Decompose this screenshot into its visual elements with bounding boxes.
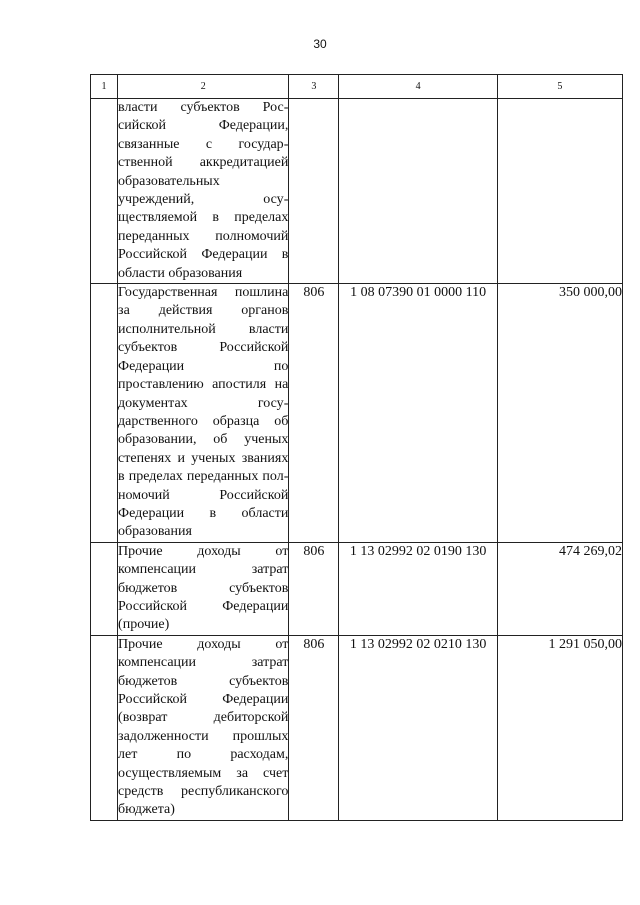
amount-cell: 474 269,02: [497, 542, 622, 635]
admin-code-cell: 806: [289, 284, 339, 543]
table-row: [91, 635, 623, 820]
column-header-5: 5: [497, 75, 622, 99]
kbk-code-cell: 1 08 07390 01 0000 110: [339, 284, 497, 543]
table-row: [91, 284, 623, 543]
column-header-1: 1: [91, 75, 118, 99]
admin-code-cell: 806: [289, 635, 339, 820]
amount-cell: 350 000,00: [497, 284, 622, 543]
row-number-cell: [91, 542, 118, 635]
table-header-row: [91, 75, 623, 99]
column-header-2: 2: [118, 75, 289, 99]
row-number-cell: [91, 99, 118, 284]
column-header-3: 3: [289, 75, 339, 99]
table-row: [91, 542, 623, 635]
page-number: 30: [313, 37, 327, 51]
description-cell: власти субъектов Российской Федерации, связанные с государственной аккредитацией образовательных учреждений, осуществляемой в пределах переданных полномочий Российской Федерации в области образования: [118, 99, 289, 284]
description-cell: Прочие доходы от компенсации затрат бюджетов субъектов Российской Федерации (возврат дебиторской задолженности прошлых лет по расходам, осуществляемым за счет средств республиканского бюджета): [118, 635, 289, 820]
row-number-cell: [91, 284, 118, 543]
amount-cell: 1 291 050,00: [497, 635, 622, 820]
column-header-4: 4: [339, 75, 497, 99]
kbk-code-cell: 1 13 02992 02 0210 130: [339, 635, 497, 820]
kbk-code-cell: 1 13 02992 02 0190 130: [339, 542, 497, 635]
revenue-table: [90, 74, 623, 821]
amount-cell: [497, 99, 622, 284]
description-cell: Прочие доходы от компенсации затрат бюджетов субъектов Российской Федерации (прочие): [118, 542, 289, 635]
table-row: [91, 99, 623, 284]
description-cell: Государственная пошлина за действия органов исполнительной власти субъектов Российской Федерации по проставлению апостиля на документах государственного образца об образовании, об ученых степенях и ученых званиях в пределах переданных полномочий Российской Федерации в области образования: [118, 284, 289, 543]
admin-code-cell: 806: [289, 542, 339, 635]
row-number-cell: [91, 635, 118, 820]
admin-code-cell: [289, 99, 339, 284]
kbk-code-cell: [339, 99, 497, 284]
